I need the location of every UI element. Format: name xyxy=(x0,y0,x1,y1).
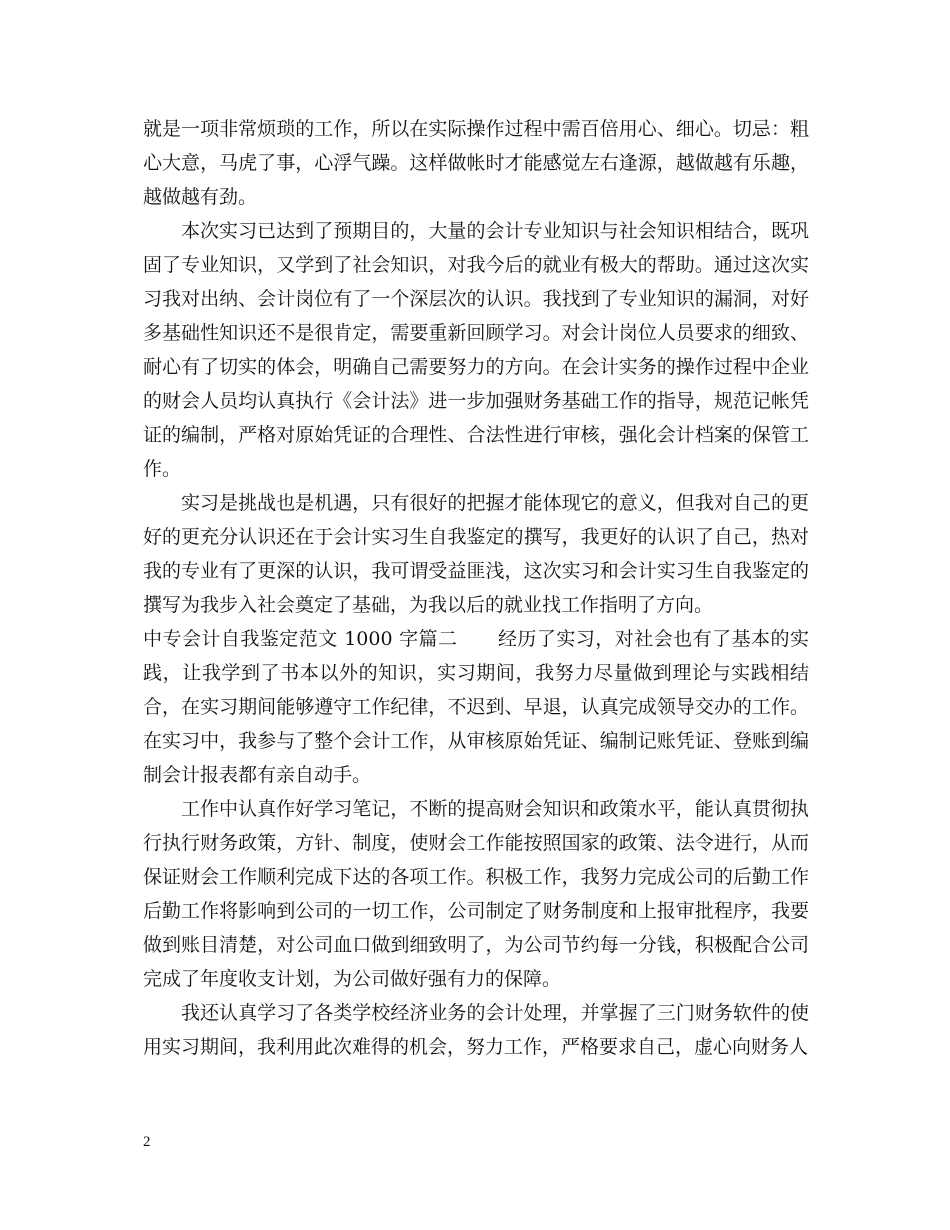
page-number: 2 xyxy=(143,1134,151,1150)
document-body xyxy=(143,112,809,1064)
paragraph-challenge-opportunity: 实习是挑战也是机遇，只有很好的把握才能体现它的意义，但我对自己的更好的更充分认识还在于会计实习生自我鉴定的撰写，我更好的认识了自己，热对我的专业有了更深的认识，我可谓受益匪浅，这次实习和会计实习生自我鉴定的撰写为我步入社会奠定了基础，为我以后的就业找工作指明了方向。 xyxy=(143,492,809,616)
paragraph-work-notes: 工作中认真作好学习笔记，不断的提高财会知识和政策水平，能认真贯彻执行执行财务政策，方针、制度，使财会工作能按照国家的政策、法令进行，从而保证财会工作顺利完成下达的各项工作。积极工作，我努力完成公司的后勤工作后勤工作将影响到公司的一切工作，公司制定了财务制度和上报审批程序，我要做到账目清楚，对公司血口做到细致明了，为公司节约每一分钱，积极配合公司完成了年度收支计划，为公司做好强有力的保障。 xyxy=(143,798,809,990)
section-two-start xyxy=(143,622,809,792)
section-heading: 中专会计自我鉴定范文 1000 字篇二 xyxy=(143,628,458,650)
section-first-paragraph: 经历了实习，对社会也有了基本的实践，让我学到了书本以外的知识，实习期间，我努力尽量做到理论与实践相结合，在实习期间能够遵守工作纪律，不迟到、早退，认真完成领导交办的工作。在实习中，我参与了整个会计工作，从审核原始凭证、编制记账凭证、登账到编制会计报表都有亲自动手。 xyxy=(143,628,809,786)
paragraph-accounting-study: 我还认真学习了各类学校经济业务的会计处理，并掌握了三门财务软件的使用实习期间，我利用此次难得的机会，努力工作，严格要求自己，虚心向财务人 xyxy=(143,1002,809,1058)
paragraph-continued: 就是一项非常烦琐的工作，所以在实际操作过程中需百倍用心、细心。切忌：粗心大意，马虎了事，心浮气躁。这样做帐时才能感觉左右逢源，越做越有乐趣，越做越有劲。 xyxy=(143,118,809,208)
paragraph-internship-goals: 本次实习已达到了预期目的，大量的会计专业知识与社会知识相结合，既巩固了专业知识，又学到了社会知识，对我今后的就业有极大的帮助。通过这次实习我对出纳、会计岗位有了一个深层次的认识。我找到了专业知识的漏洞，对好多基础性知识还不是很肯定，需要重新回顾学习。对会计岗位人员要求的细致、耐心有了切实的体会，明确自己需要努力的方向。在会计实务的操作过程中企业的财会人员均认真执行《会计法》进一步加强财务基础工作的指导，规范记帐凭证的编制，严格对原始凭证的合理性、合法性进行审核，强化会计档案的保管工作。 xyxy=(143,220,809,480)
